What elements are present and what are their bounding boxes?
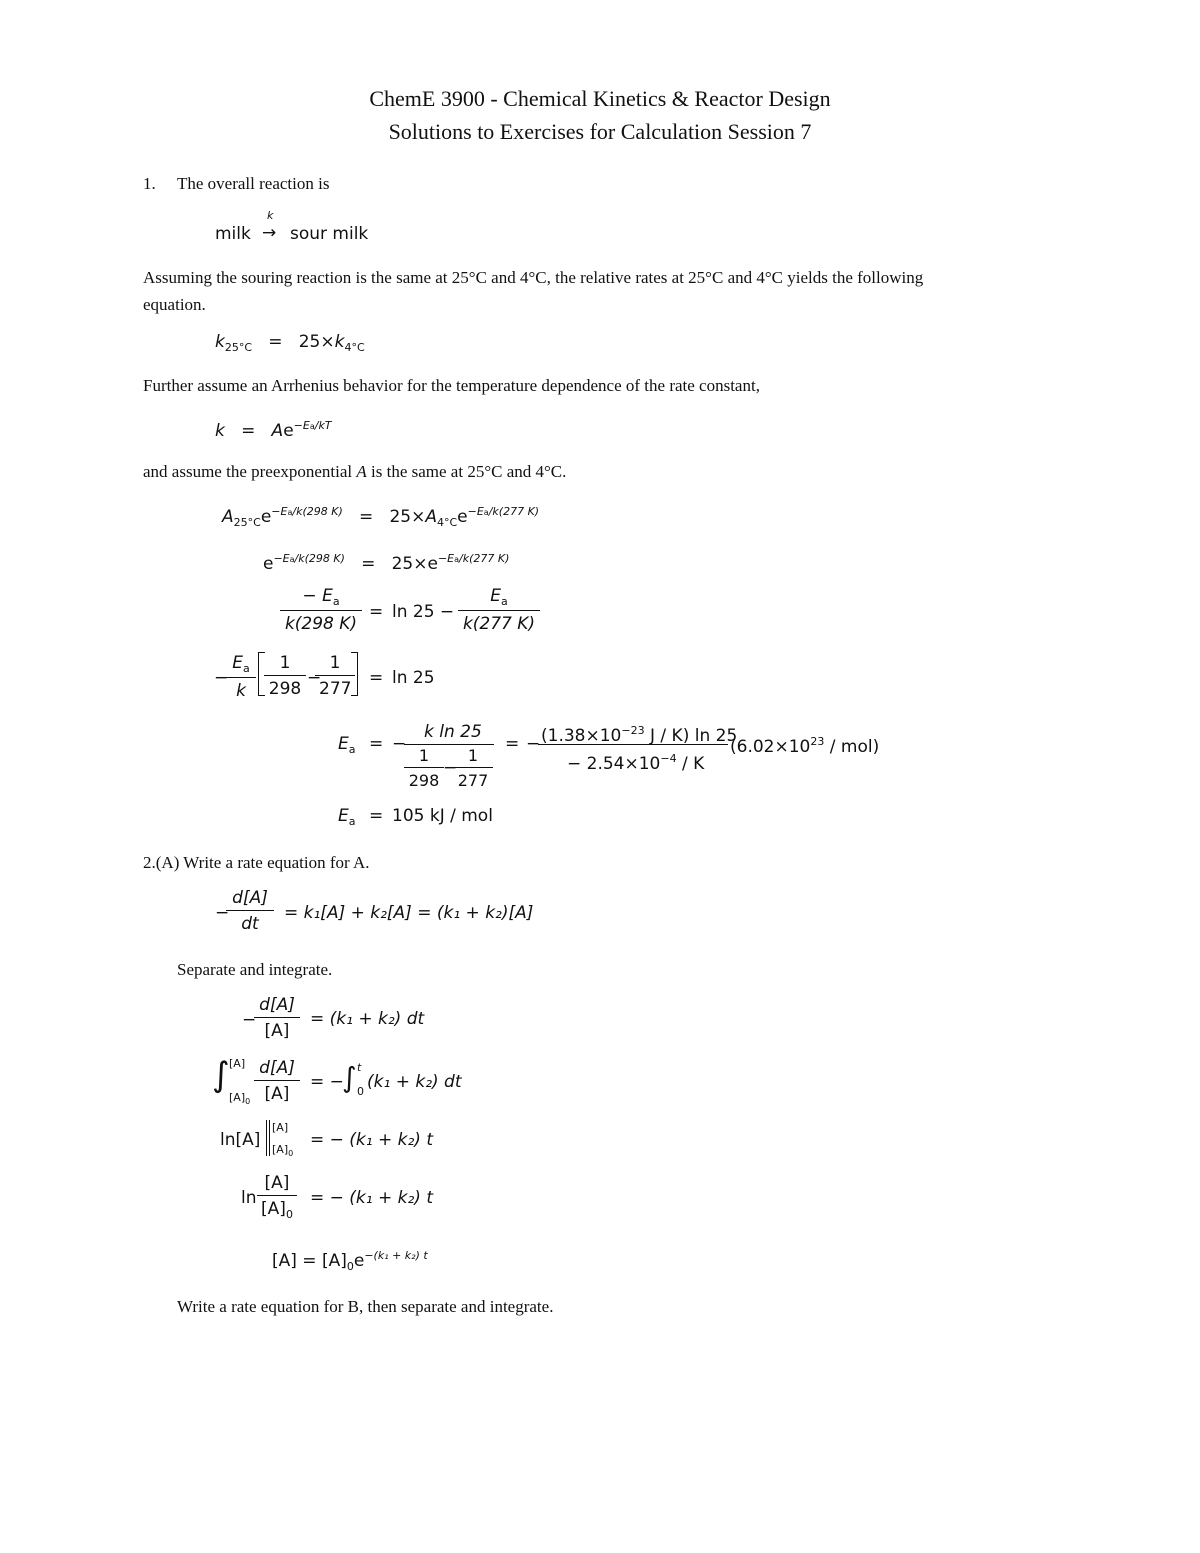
sep1-rhs: = (k₁ + k₂) dt (310, 1009, 425, 1029)
integral-lower-limit: $[A]_0$ (229, 1091, 251, 1106)
eval-lhs: ln[A] (220, 1130, 261, 1150)
eval-upper: [A] (272, 1121, 289, 1134)
equation-arrhenius: k = $Ae^{-Ea/kT}$ (215, 419, 332, 441)
fraction-dA-dt: $\frac{d[A]}{dt}$ (226, 890, 274, 933)
step-5-numeric-denominator: − $2.54\times 10^{-4} / K$ (567, 752, 705, 774)
equation-step-2: $e^{-Ea/k(298 K)}$ = $25\times e^{-Ea/k(277 K)}$ (263, 552, 510, 574)
step-5-main-fraction-bar (404, 744, 494, 745)
eval-rhs: = − (k₁ + k₂) t (310, 1130, 434, 1150)
step-5-minus-2: − (526, 734, 541, 754)
integral-sign-left: ∫ (212, 1055, 230, 1095)
equation-rate-ratio: $k_{25^\circ C}$ = $25\times k_{4^\circ C}$ (215, 332, 365, 354)
eval-bar (266, 1120, 270, 1156)
problem-1-intro: The overall reaction is (177, 174, 330, 193)
fraction-1-over-277-b: $\frac{1}{277}$ (453, 748, 493, 789)
step-5-numerator: k ln 25 (424, 722, 482, 742)
paragraph-preexponential: and assume the preexponential A is the same at 25°C and 4°C. (143, 462, 567, 481)
integral-rhs-upper: t (357, 1061, 362, 1074)
paragraph-arrhenius: Further assume an Arrhenius behavior for the temperature dependence of the rate constant, (143, 376, 760, 395)
step-5-equals: = (369, 734, 384, 754)
ln-ratio-ln: ln (241, 1188, 257, 1208)
step-5-inner-minus: − (443, 758, 458, 778)
integral-rhs-tail: (k₁ + k₂) dt (367, 1072, 462, 1092)
paragraph-souring-cont: equation. (143, 295, 206, 314)
problem-1-number: 1. (143, 174, 156, 193)
fraction-ea-277: $\frac{E_a}{k(277 K)}$ (458, 588, 540, 633)
fraction-ea-over-k: $\frac{E_a}{k}$ (226, 655, 256, 700)
rate-eq-rhs: = k₁[A] + k₂[A] = (k₁ + k₂)[A] (284, 903, 534, 923)
reaction-rate-constant: k (267, 209, 274, 222)
step-3-equals: = (369, 602, 384, 622)
integral-upper-limit: [A] (229, 1057, 246, 1070)
document-subtitle: Solutions to Exercises for Calculation Session 7 (388, 119, 812, 144)
integral-sign-right: ∫ (342, 1061, 357, 1094)
step-3-ln25: ln 25 − (392, 602, 455, 622)
fraction-1-over-277: $\frac{1}{277}$ (315, 655, 355, 698)
fraction-neg-ea-298: $\frac{- E_a}{k(298 K)}$ (280, 588, 362, 633)
integral-rhs-lower: 0 (357, 1085, 364, 1098)
step-5-avogadro-factor: $(6.02\times 10^{23} / mol)$ (730, 735, 880, 757)
step-5-equals-2: = (505, 734, 520, 754)
step-4-mid-minus: − (307, 668, 322, 688)
step-5-numeric-fraction-bar (538, 744, 728, 745)
separate-integrate-text: Separate and integrate. (177, 960, 333, 979)
step-4-rhs: ln 25 (392, 668, 435, 688)
problem-2-heading: 2.(A) Write a rate equation for A. (143, 853, 370, 872)
paragraph-souring: Assuming the souring reaction is the same at 25°C and 4°C, the relative rates at 25°C and 4°C yields the following (143, 268, 924, 287)
step-5-numeric-numerator: ($1.38\times 10^{-23}$ J / K) ln 25 (541, 724, 738, 746)
right-bracket (351, 652, 358, 696)
fraction-1-over-298-b: $\frac{1}{298}$ (404, 748, 444, 789)
reaction-reactant: milk (215, 224, 251, 244)
fraction-dA-over-A: $\frac{d[A]}{[A]}$ (254, 997, 300, 1040)
solution-equation: $[A] = [A]_0e^{-(k_1 + k_2) t}$ (272, 1249, 428, 1273)
rate-eq-minus: − (215, 903, 230, 923)
result-value: 105 kJ / mol (392, 806, 493, 826)
reaction-product: sour milk (290, 224, 369, 244)
document-title: ChemE 3900 - Chemical Kinetics & Reactor Design (369, 86, 831, 111)
fraction-A-over-A0: $\frac{[A]}{[A]_0}$ (257, 1175, 297, 1220)
result-ea: $E_a$ (338, 806, 356, 828)
fraction-dA-over-A-integral: $\frac{d[A]}{[A]}$ (254, 1060, 300, 1103)
eval-lower: $[A]_0$ (272, 1143, 294, 1158)
integral-rhs-prefix: = − (310, 1072, 344, 1092)
step-5-ea: $E_a$ (338, 734, 356, 756)
step-4-minus: − (214, 668, 229, 688)
step-5-minus: − (392, 734, 407, 754)
reaction-arrow: → (262, 223, 277, 243)
equation-step-1: $A_{25^\circ C}e^{-Ea/k(298 K)}$ = $25\times A_{4^\circ C}e^{-Ea/k(277 K)}$ (222, 505, 540, 529)
ln-ratio-rhs: = − (k₁ + k₂) t (310, 1188, 434, 1208)
sep1-minus: − (242, 1010, 257, 1030)
fraction-1-over-298: $\frac{1}{298}$ (264, 655, 306, 698)
result-equals: = (369, 806, 384, 826)
step-4-equals: = (369, 668, 384, 688)
closing-text: Write a rate equation for B, then separate and integrate. (177, 1297, 554, 1316)
